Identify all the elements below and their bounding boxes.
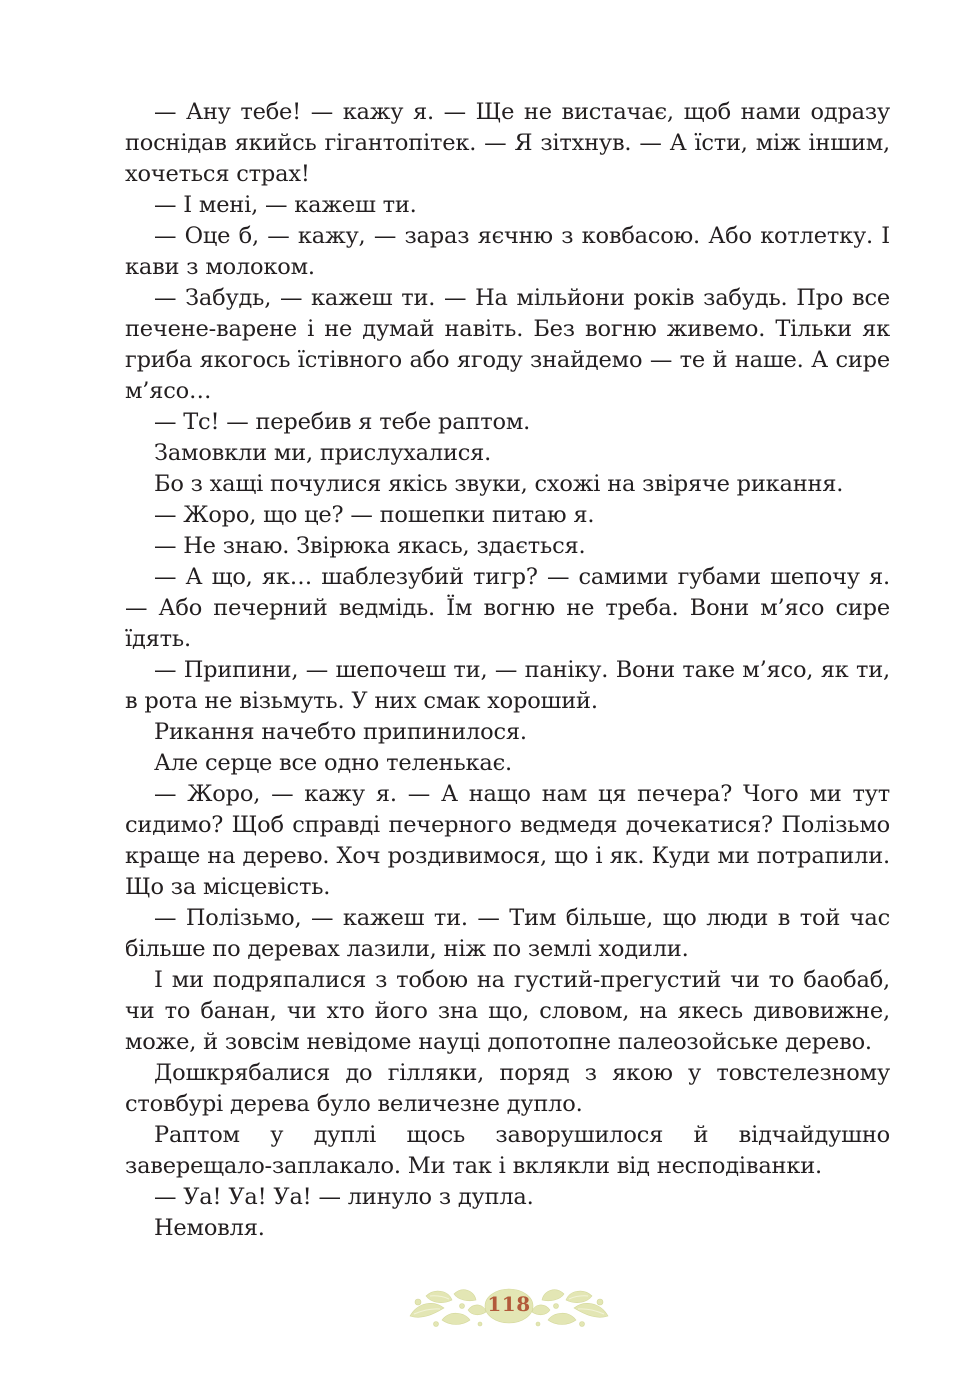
paragraph: Бо з хащі почулися якісь звуки, схожі на звіряче рикання. xyxy=(154,471,844,497)
paragraph: Немовля. xyxy=(154,1215,265,1241)
paragraph: — Полізьмо, — кажеш ти. — Тим більше, що люди в той час більше по деревах лазили, ніж по землі ходили. xyxy=(125,905,890,962)
main-text xyxy=(125,97,890,1244)
paragraph: — Оце б, — кажу, — зараз яєчню з ковбасою. Або котлетку. І кави з молоком. xyxy=(125,223,890,280)
paragraph: Але серце все одно теленькає. xyxy=(154,750,512,776)
paragraph: — А що, як… шаблезубий тигр? — самими губами шепочу я. — Або печерний ведмідь. Їм вогню не треба. Вони м’ясо сире їдять. xyxy=(125,564,890,652)
paragraph: — Не знаю. Звірюка якась, здається. xyxy=(154,533,586,559)
page-number: 118 xyxy=(487,1292,531,1316)
paragraph: — Жоро, що це? — пошепки питаю я. xyxy=(154,502,595,528)
paragraph: — Припини, — шепочеш ти, — паніку. Вони таке м’ясо, як ти, в рота не візьмуть. У них смак хороший. xyxy=(125,657,890,714)
paragraph: — Уа! Уа! Уа! — линуло з дупла. xyxy=(154,1184,534,1210)
paragraph: — Ану тебе! — кажу я. — Ще не вистачає, щоб нами одразу поснідав якийсь гігантопітек. — Я зітхнув. — А їсти, між іншим, хочеться страх! xyxy=(125,99,890,187)
paragraph: І ми подряпалися з тобою на густий-прегустий чи то баобаб, чи то банан, чи хто його зна що, словом, на якесь дивовижне, може, й зовсім невідоме науці допотопне палеозойське дерево. xyxy=(125,967,890,1055)
paragraph: Раптом у дуплі щось заворушилося й відчайдушно заверещало-заплакало. Ми так і вклякли від несподіванки. xyxy=(125,1122,890,1179)
paragraph: — Забудь, — кажеш ти. — На мільйони років забудь. Про все печене-варене і не думай навіть. Без вогню живемо. Тільки як гриба якогось їстівного або ягоду знайдемо — те й наше. А сире м’ясо… xyxy=(125,285,890,404)
paragraph: Рикання начебто припинилося. xyxy=(154,719,527,745)
page-footer xyxy=(404,1280,614,1334)
paragraph: Замовкли ми, прислухалися. xyxy=(154,440,492,466)
paragraph: — І мені, — кажеш ти. xyxy=(154,192,417,218)
paragraph: — Тс! — перебив я тебе раптом. xyxy=(154,409,531,435)
paragraph: Дошкрябалися до гілляки, поряд з якою у товстелезному стовбурі дерева було величезне дупло. xyxy=(125,1060,890,1117)
paragraph: — Жоро, — кажу я. — А нащо нам ця печера? Чого ми тут сидимо? Щоб справді печерного ведмедя дочекатися? Полізьмо краще на дерево. Хоч роздивимося, що і як. Куди ми потрапили. Що за місцевість. xyxy=(125,781,890,900)
